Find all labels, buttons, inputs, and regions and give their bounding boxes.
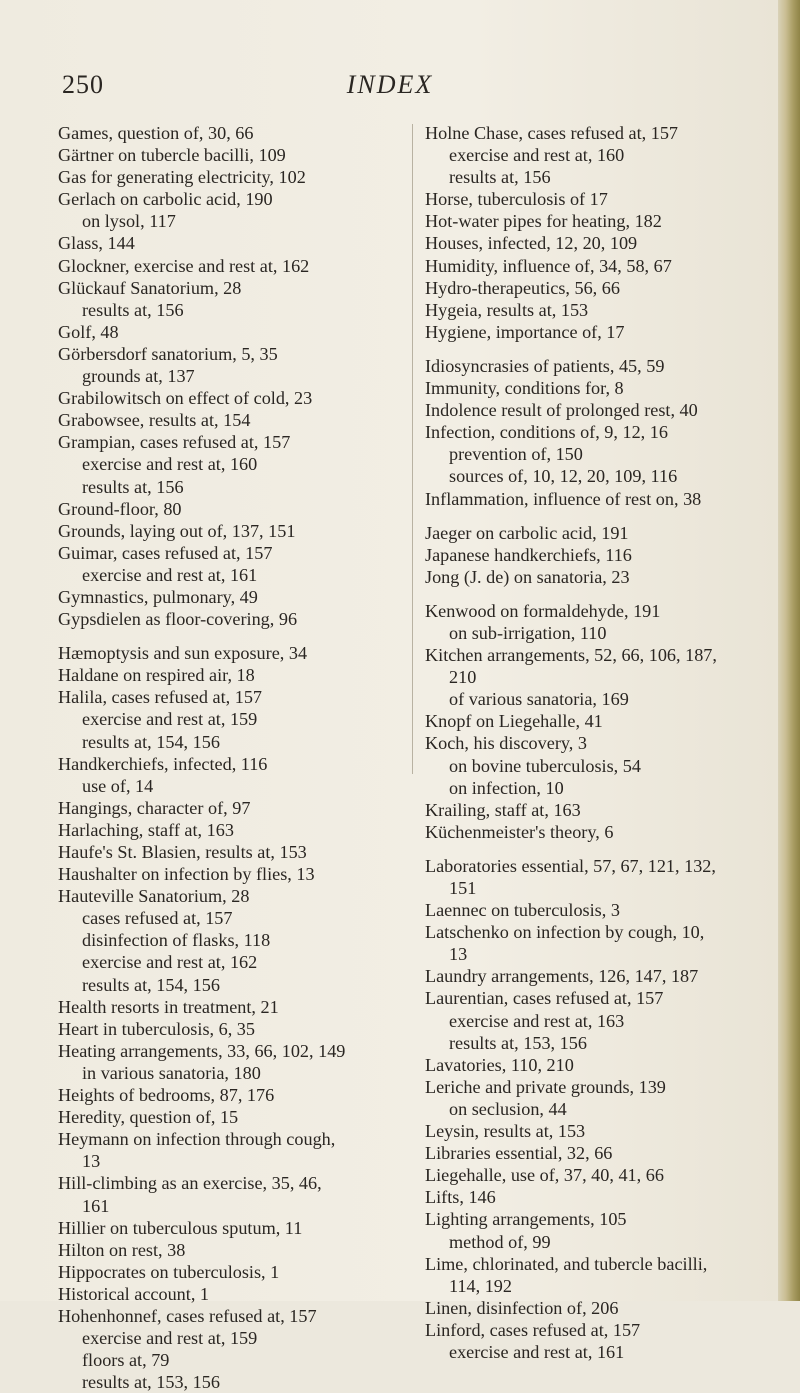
index-entry: Grabowsee, results at, 154 bbox=[58, 410, 251, 431]
index-subentry: results at, 156 bbox=[82, 476, 184, 497]
index-entry: Grounds, laying out of, 137, 151 bbox=[58, 520, 296, 541]
index-entry: Humidity, influence of, 34, 58, 67 bbox=[425, 255, 672, 276]
index-column-left bbox=[58, 122, 398, 1393]
index-entry: Japanese handkerchiefs, 116 bbox=[425, 544, 632, 565]
index-subentry: exercise and rest at, 162 bbox=[82, 952, 258, 973]
index-entry: Horse, tuberculosis of 17 bbox=[425, 189, 608, 210]
index-entry: Hippocrates on tuberculosis, 1 bbox=[58, 1261, 280, 1282]
index-entry: Games, question of, 30, 66 bbox=[58, 123, 254, 143]
index-entry: Linford, cases refused at, 157 bbox=[425, 1319, 641, 1340]
index-entry: Glockner, exercise and rest at, 162 bbox=[58, 255, 310, 276]
index-entry: Hydro-therapeutics, 56, 66 bbox=[425, 277, 620, 298]
section-gap bbox=[425, 843, 770, 855]
index-entry: Hæmoptysis and sun exposure, 34 bbox=[58, 643, 308, 664]
index-subentry: exercise and rest at, 161 bbox=[82, 564, 258, 585]
index-subentry: results at, 154, 156 bbox=[82, 731, 220, 752]
index-entry: Hygiene, importance of, 17 bbox=[425, 321, 625, 342]
index-subentry: results at, 156 bbox=[449, 167, 551, 188]
index-entry: Heights of bedrooms, 87, 176 bbox=[58, 1085, 275, 1106]
index-entry: Glückauf Sanatorium, 28 bbox=[58, 277, 242, 298]
index-entry: Lime, chlorinated, and tubercle bacilli, bbox=[425, 1253, 708, 1274]
index-subentry: on lysol, 117 bbox=[82, 211, 176, 232]
index-entry: Hangings, character of, 97 bbox=[58, 797, 251, 818]
index-entry: Lavatories, 110, 210 bbox=[425, 1054, 574, 1075]
index-entry: Lighting arrangements, 105 bbox=[425, 1209, 627, 1230]
index-entry: Golf, 48 bbox=[58, 321, 119, 342]
index-subentry: cases refused at, 157 bbox=[82, 908, 233, 929]
index-subentry: exercise and rest at, 160 bbox=[82, 454, 258, 475]
index-subentry: 13 bbox=[82, 1151, 101, 1172]
index-entry: Gymnastics, pulmonary, 49 bbox=[58, 586, 258, 607]
index-subentry: 13 bbox=[449, 944, 468, 965]
running-head: INDEX bbox=[346, 70, 434, 99]
index-entry: Gypsdielen as floor-covering, 96 bbox=[58, 609, 298, 630]
index-subentry: results at, 153, 156 bbox=[82, 1372, 220, 1393]
index-entry: Küchenmeister's theory, 6 bbox=[425, 821, 614, 842]
index-entry: Heart in tuberculosis, 6, 35 bbox=[58, 1018, 255, 1039]
index-entry: Hohenhonnef, cases refused at, 157 bbox=[58, 1305, 317, 1326]
index-entry: Laurentian, cases refused at, 157 bbox=[425, 988, 664, 1009]
index-entry: Grabilowitsch on effect of cold, 23 bbox=[58, 388, 313, 409]
index-subentry: grounds at, 137 bbox=[82, 366, 195, 387]
index-entry: Kenwood on formaldehyde, 191 bbox=[425, 600, 661, 621]
index-entry: Gärtner on tubercle bacilli, 109 bbox=[58, 145, 286, 166]
index-subentry: sources of, 10, 12, 20, 109, 116 bbox=[449, 466, 678, 487]
section-gap bbox=[58, 630, 398, 642]
index-entry: Linen, disinfection of, 206 bbox=[425, 1297, 619, 1318]
index-subentry: of various sanatoria, 169 bbox=[449, 689, 629, 710]
index-entry: Ground-floor, 80 bbox=[58, 498, 182, 519]
index-entry: Hot-water pipes for heating, 182 bbox=[425, 211, 662, 232]
index-entry: Halila, cases refused at, 157 bbox=[58, 687, 263, 708]
page-number: 250 bbox=[62, 70, 104, 99]
index-entry: Heating arrangements, 33, 66, 102, 149 bbox=[58, 1040, 346, 1061]
index-entry: Laennec on tuberculosis, 3 bbox=[425, 900, 620, 921]
index-entry: Holne Chase, cases refused at, 157 bbox=[425, 123, 679, 143]
index-column-right bbox=[425, 122, 770, 1363]
index-subentry: results at, 156 bbox=[82, 299, 184, 320]
section-gap bbox=[425, 343, 770, 355]
index-entry: Heymann on infection through cough, bbox=[58, 1129, 336, 1150]
index-entry: Heredity, question of, 15 bbox=[58, 1107, 239, 1128]
index-entry: Haldane on respired air, 18 bbox=[58, 665, 255, 686]
index-entry: Hillier on tuberculous sputum, 11 bbox=[58, 1217, 303, 1238]
index-subentry: on infection, 10 bbox=[449, 777, 564, 798]
index-subentry: 114, 192 bbox=[449, 1275, 512, 1296]
index-subentry: use of, 14 bbox=[82, 775, 154, 796]
index-entry: Immunity, conditions for, 8 bbox=[425, 378, 624, 399]
index-entry: Glass, 144 bbox=[58, 233, 135, 254]
index-entry: Haufe's St. Blasien, results at, 153 bbox=[58, 842, 307, 862]
index-entry: Haushalter on infection by flies, 13 bbox=[58, 864, 315, 885]
index-subentry: 151 bbox=[449, 878, 477, 898]
index-subentry: exercise and rest at, 159 bbox=[82, 1328, 258, 1349]
index-subentry: results at, 153, 156 bbox=[449, 1032, 587, 1053]
index-entry: Leysin, results at, 153 bbox=[425, 1121, 586, 1142]
index-subentry: method of, 99 bbox=[449, 1231, 551, 1252]
index-entry: Hauteville Sanatorium, 28 bbox=[58, 886, 250, 907]
page-edge bbox=[778, 0, 800, 1301]
index-entry: Görbersdorf sanatorium, 5, 35 bbox=[58, 343, 278, 364]
index-entry: Liegehalle, use of, 37, 40, 41, 66 bbox=[425, 1165, 664, 1186]
index-entry: Kitchen arrangements, 52, 66, 106, 187, bbox=[425, 645, 717, 666]
section-gap bbox=[425, 510, 770, 522]
index-entry: Laundry arrangements, 126, 147, 187 bbox=[425, 966, 699, 987]
index-entry: Lifts, 146 bbox=[425, 1187, 496, 1208]
index-entry: Jong (J. de) on sanatoria, 23 bbox=[425, 566, 630, 587]
index-entry: Inflammation, influence of rest on, 38 bbox=[425, 488, 702, 509]
index-entry: Harlaching, staff at, 163 bbox=[58, 819, 234, 840]
index-entry: Idiosyncrasies of patients, 45, 59 bbox=[425, 355, 665, 376]
index-entry: Grampian, cases refused at, 157 bbox=[58, 432, 291, 453]
index-entry: Hilton on rest, 38 bbox=[58, 1239, 186, 1260]
column-rule bbox=[412, 124, 413, 774]
index-subentry: 161 bbox=[82, 1195, 110, 1216]
index-subentry: exercise and rest at, 160 bbox=[449, 145, 625, 166]
index-subentry: exercise and rest at, 161 bbox=[449, 1341, 625, 1362]
index-entry: Handkerchiefs, infected, 116 bbox=[58, 753, 268, 774]
section-gap bbox=[425, 588, 770, 600]
index-entry: Health resorts in treatment, 21 bbox=[58, 996, 279, 1017]
index-entry: Leriche and private grounds, 139 bbox=[425, 1076, 666, 1097]
index-subentry: results at, 154, 156 bbox=[82, 974, 220, 995]
index-entry: Gas for generating electricity, 102 bbox=[58, 167, 306, 188]
index-entry: Koch, his discovery, 3 bbox=[425, 733, 587, 754]
index-subentry: disinfection of flasks, 118 bbox=[82, 930, 271, 951]
index-entry: Guimar, cases refused at, 157 bbox=[58, 542, 273, 563]
index-entry: Hygeia, results at, 153 bbox=[425, 299, 589, 320]
index-entry: Infection, conditions of, 9, 12, 16 bbox=[425, 422, 668, 443]
index-subentry: exercise and rest at, 163 bbox=[449, 1010, 625, 1031]
index-subentry: in various sanatoria, 180 bbox=[82, 1062, 261, 1083]
index-entry: Krailing, staff at, 163 bbox=[425, 799, 581, 820]
index-entry: Historical account, 1 bbox=[58, 1283, 210, 1304]
index-entry: Hill-climbing as an exercise, 35, 46, bbox=[58, 1173, 322, 1194]
index-entry: Laboratories essential, 57, 67, 121, 132, bbox=[425, 855, 716, 876]
index-subentry: floors at, 79 bbox=[82, 1350, 170, 1371]
index-subentry: on seclusion, 44 bbox=[449, 1098, 567, 1119]
index-entry: Houses, infected, 12, 20, 109 bbox=[425, 233, 638, 254]
index-entry: Latschenko on infection by cough, 10, bbox=[425, 922, 705, 943]
index-entry: Libraries essential, 32, 66 bbox=[425, 1143, 613, 1164]
index-entry: Knopf on Liegehalle, 41 bbox=[425, 711, 603, 732]
index-subentry: prevention of, 150 bbox=[449, 444, 583, 465]
index-subentry: exercise and rest at, 159 bbox=[82, 709, 258, 730]
index-subentry: 210 bbox=[449, 667, 477, 688]
index-entry: Jaeger on carbolic acid, 191 bbox=[425, 522, 629, 543]
index-subentry: on bovine tuberculosis, 54 bbox=[449, 755, 641, 776]
index-entry: Gerlach on carbolic acid, 190 bbox=[58, 189, 273, 210]
index-subentry: on sub-irrigation, 110 bbox=[449, 622, 607, 643]
index-entry: Indolence result of prolonged rest, 40 bbox=[425, 400, 698, 421]
